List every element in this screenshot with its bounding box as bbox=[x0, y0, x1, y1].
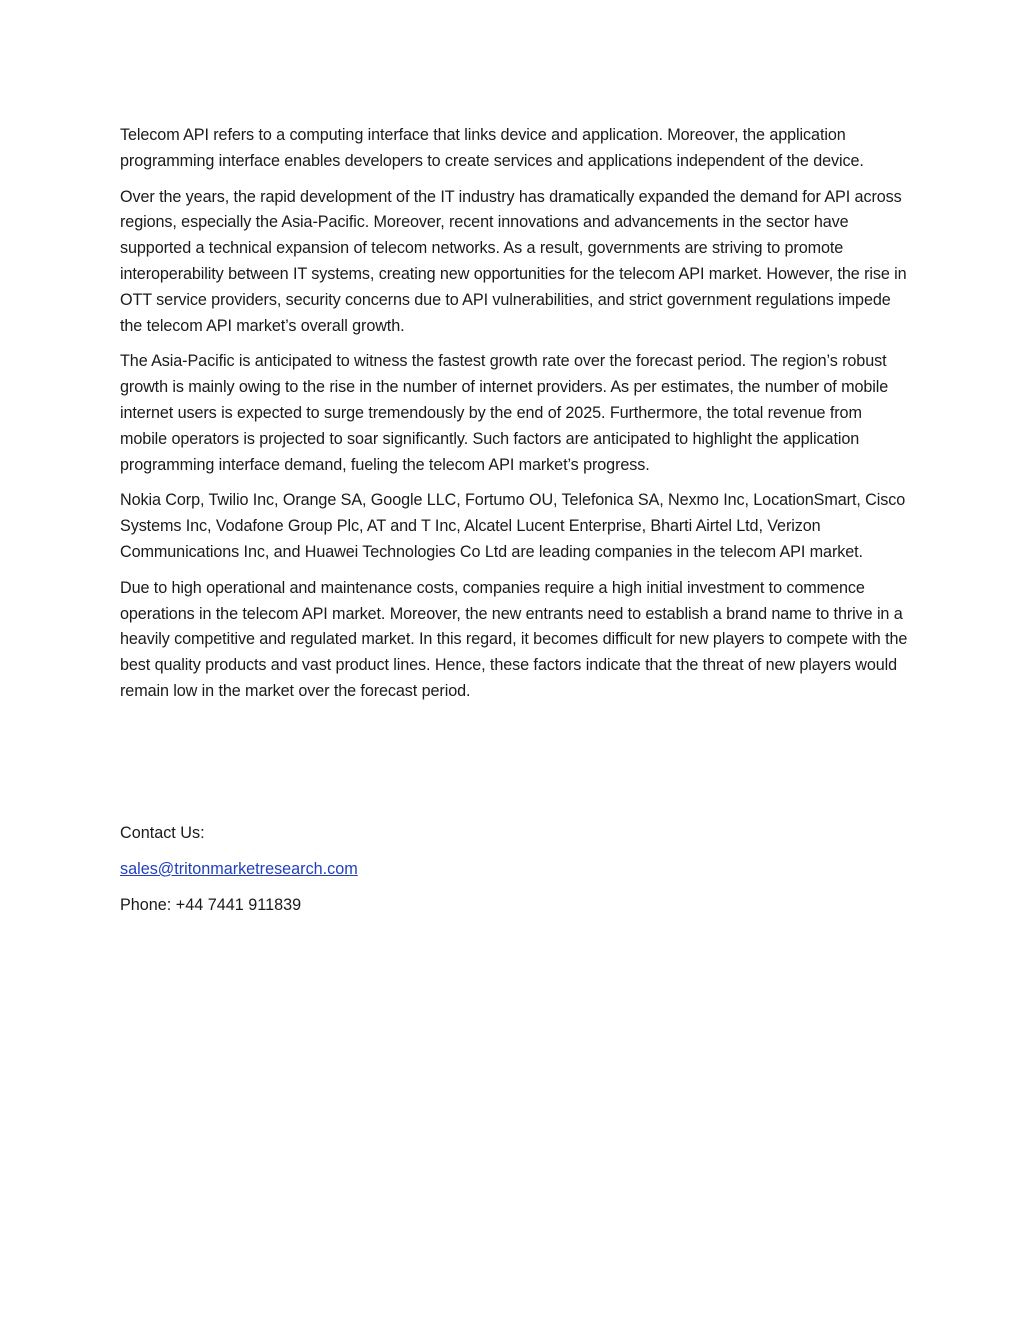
paragraph-leading-companies: Nokia Corp, Twilio Inc, Orange SA, Google LLC, Fortumo OU, Telefonica SA, Nexmo Inc, LocationSmart, Cisco Systems Inc, Vodafone Group Plc, AT and T Inc, Alcatel Lucent Enterprise, Bharti Airtel Ltd, Verizon Communications Inc, and Huawei Technologies Co Ltd are leading companies in the telecom API market. bbox=[120, 491, 906, 561]
document-body bbox=[120, 123, 908, 715]
contact-section bbox=[120, 821, 908, 928]
paragraph-asia-pacific-growth: The Asia-Pacific is anticipated to witness the fastest growth rate over the forecast period. The region’s robust growth is mainly owing to the rise in the number of internet providers. As per estimates, the number of mobile internet users is expected to surge tremendously by the end of 2025. Furthermore, the total revenue from mobile operators is projected to soar significantly. Such factors are anticipated to highlight the application programming interface demand, fueling the telecom API market’s progress. bbox=[120, 352, 889, 474]
contact-phone: Phone: +44 7441 911839 bbox=[120, 895, 302, 914]
contact-heading: Contact Us: bbox=[120, 824, 205, 842]
paragraph-telecom-api-definition: Telecom API refers to a computing interface that links device and application. Moreover, the application programming interface enables developers to create services and applications independent of the device. bbox=[120, 126, 864, 170]
paragraph-threat-of-new-entrants: Due to high operational and maintenance costs, companies require a high initial investment to commence operations in the telecom API market. Moreover, the new entrants need to establish a brand name to thrive in a heavily competitive and regulated market. In this regard, it becomes difficult for new players to compete with the best quality products and vast product lines. Hence, these factors indicate that the threat of new players would remain low in the market over the forecast period. bbox=[120, 578, 908, 700]
contact-email-line bbox=[120, 857, 908, 883]
email-link[interactable]: sales@tritonmarketresearch.com bbox=[120, 859, 358, 878]
paragraph-market-drivers: Over the years, the rapid development of the IT industry has dramatically expanded the demand for API across regions, especially the Asia-Pacific. Moreover, recent innovations and advancements in the sector have supported a technical expansion of telecom networks. As a result, governments are striving to promote interoperability between IT systems, creating new opportunities for the telecom API market. However, the rise in OTT service providers, security concerns due to API vulnerabilities, and strict government regulations impede the telecom API market’s overall growth. bbox=[120, 187, 907, 335]
